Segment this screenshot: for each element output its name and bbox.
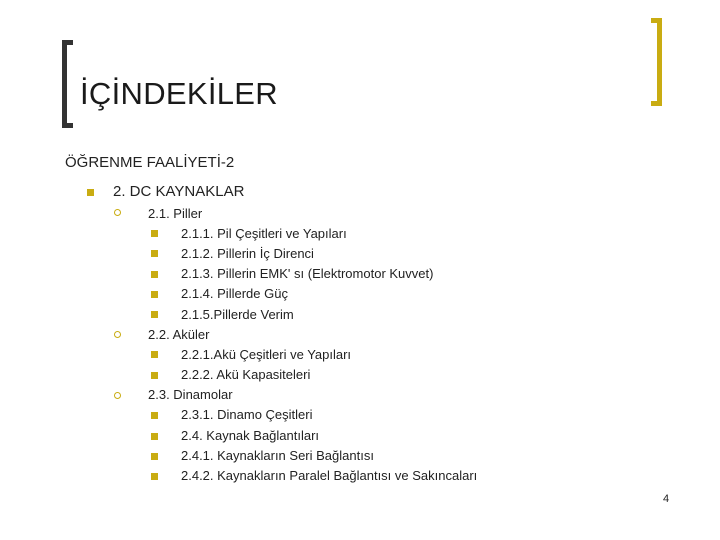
square-bullet-icon [151, 453, 158, 460]
square-bullet-icon [151, 250, 158, 257]
square-bullet-icon [151, 372, 158, 379]
square-bullet-icon [151, 433, 158, 440]
list-item: 2.1.3. Pillerin EMK' sı (Elektromotor Kuvvet) [181, 266, 434, 281]
square-bullet-icon [151, 291, 158, 298]
ring-bullet-icon [114, 392, 121, 399]
square-bullet-icon [151, 412, 158, 419]
square-bullet-icon [151, 230, 158, 237]
list-item: 2.4.2. Kaynakların Paralel Bağlantısı ve Sakıncaları [181, 468, 478, 483]
square-bullet-icon [151, 311, 158, 318]
list-item: 2.2.1.Akü Çeşitleri ve Yapıları [181, 347, 352, 362]
right-bracket-decoration [651, 18, 662, 106]
list-item: 2.3.1. Dinamo Çeşitleri [181, 407, 313, 422]
section-heading: 2. DC KAYNAKLAR [113, 183, 245, 200]
square-bullet-icon [151, 473, 158, 480]
page-number: 4 [663, 493, 670, 505]
group-heading: 2.3. Dinamolar [148, 387, 233, 402]
list-item: 2.1.4. Pillerde Güç [181, 286, 288, 301]
left-bracket-decoration [62, 40, 73, 128]
list-item: 2.2.2. Akü Kapasiteleri [181, 367, 311, 382]
square-bullet-icon [87, 189, 94, 196]
ring-bullet-icon [114, 209, 121, 216]
list-item: 2.1.2. Pillerin İç Direnci [181, 246, 314, 261]
page-title: İÇİNDEKİLER [80, 76, 278, 111]
square-bullet-icon [151, 351, 158, 358]
group-heading: 2.1. Piller [148, 206, 203, 221]
list-item: 2.1.1. Pil Çeşitleri ve Yapıları [181, 226, 347, 241]
ring-bullet-icon [114, 331, 121, 338]
list-item: 2.4.1. Kaynakların Seri Bağlantısı [181, 448, 374, 463]
list-item: 2.4. Kaynak Bağlantıları [181, 428, 320, 443]
list-item: 2.1.5.Pillerde Verim [181, 307, 294, 322]
group-heading: 2.2. Aküler [148, 327, 210, 342]
activity-heading: ÖĞRENME FAALİYETİ-2 [65, 154, 235, 171]
square-bullet-icon [151, 271, 158, 278]
